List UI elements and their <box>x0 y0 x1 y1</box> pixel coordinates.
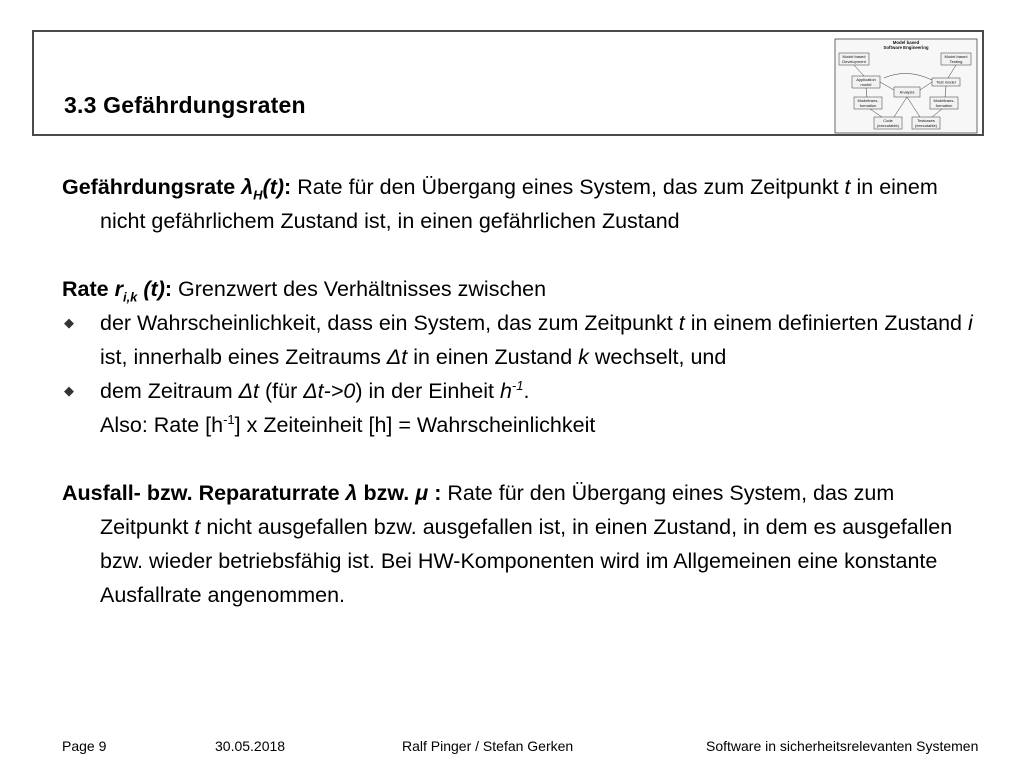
list-item: ◆ der Wahrscheinlichkeit, dass ein System, das zum Zeitpunkt t in einem definierten Zustand i ist, innerhalb eines Zeitraums Δt in einen Zustand k wechselt, und <box>62 306 982 374</box>
node-code-l2: (executable) <box>876 123 900 128</box>
footer-date: 30.05.2018 <box>215 738 286 754</box>
definition-rate: Rate $r_{i,k}$ (t): Grenzwert des Verhältnisses zwischen <box>62 277 547 305</box>
slide-title: 3.3 Gefährdungsraten <box>64 92 306 118</box>
node-analysis-l1: Analysis <box>899 89 915 95</box>
node-app-l1: Application <box>856 77 876 82</box>
node-tcases-l2: (executable) <box>914 123 938 128</box>
also-formula: Also: Rate $[h^{-1}]$ x Zeiteinheit [h] = Wahrscheinlichkeit <box>100 411 596 437</box>
node-test-l1: Test model <box>936 79 956 85</box>
footer-page-number: Page 9 <box>62 738 107 754</box>
node-mbd-l2: Development <box>842 59 866 64</box>
footer-course: Software in sicherheitsrelevanten Systemen <box>706 738 979 754</box>
node-mbt-l2: Testing <box>949 59 963 64</box>
diamond-bullet-icon: ◆ <box>64 315 74 330</box>
rate-bullet-list <box>62 306 982 408</box>
footer-authors: Ralf Pinger / Stefan Gerken <box>402 738 574 754</box>
definition-gefaehrdungsrate: Gefährdungsrate $\lambda_H(t)$: Rate für den Übergang eines System, das zum Zeitpunkt t in einem nicht gefährlichem Zustand ist, in einen gefährlichen Zustand <box>62 175 938 233</box>
node-mbt-l1: Model based <box>944 54 968 59</box>
definition-ausfallrate: Ausfall- bzw. Reparaturrate λ bzw. μ : Rate für den Übergang eines System, das zum Zeitpunkt t nicht ausgefallen bzw. ausgefallen ist, in einen Zustand, in dem es ausgefallen bzw. wieder betriebsfähig ist. Bei HW-Komponenten wird im Allgemeinen eine konstante Ausfallrate angenommen. <box>62 481 953 607</box>
title-box <box>32 30 984 136</box>
diamond-bullet-icon: ◆ <box>64 383 74 398</box>
node-mbd-l1: Model based <box>842 54 866 59</box>
mbse-diagram <box>834 38 978 134</box>
node-app-l2: model <box>860 82 872 87</box>
diagram-title-2: Software Engineering <box>883 45 929 50</box>
node-trans1-l1: Modeltrans- <box>857 98 879 103</box>
node-tcases-l1: Testcases <box>917 118 935 123</box>
node-trans2-l1: Modeltrans- <box>933 98 955 103</box>
node-code-l1: Code <box>883 118 893 123</box>
list-item: ◆ dem Zeitraum Δt (für Δt->0) in der Einheit $h^{-1}$. <box>62 374 982 408</box>
diagram-title-1: Model based <box>892 40 920 45</box>
slide-body <box>62 170 982 612</box>
node-trans2-l2: formation <box>935 103 953 108</box>
node-trans1-l2: formation <box>859 103 877 108</box>
